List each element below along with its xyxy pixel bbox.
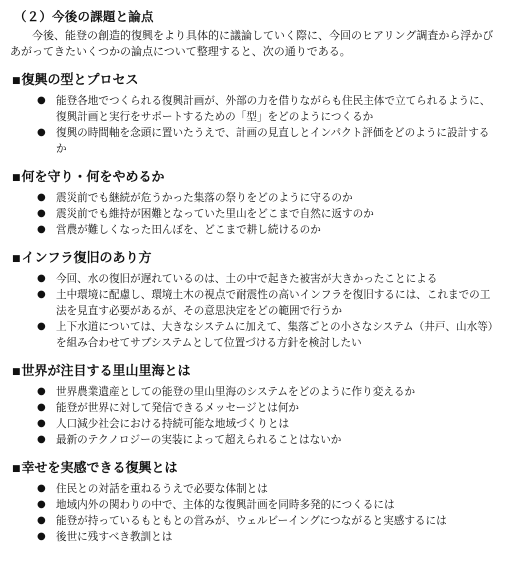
list-item-text: 震災前でも継続が危うかった集落の祭りをどのように守るのか (56, 192, 353, 204)
bullet-icon: ● (37, 208, 46, 219)
bullet-icon: ● (37, 418, 46, 429)
section-heading (12, 363, 500, 381)
bullet-icon: ● (37, 224, 46, 235)
section-heading (12, 72, 500, 90)
list-item (10, 222, 500, 238)
list-item-text: 土中環境に配慮し、環境土木の視点で耐震性の高いインフラを復旧するには、これまでの工法を見直す必要があるが、その意思決定をどの範囲で行うか (56, 289, 491, 317)
list-item-text: 世界農業遺産としての能登の里山里海のシステムをどのように作り変えるか (56, 386, 416, 398)
section (10, 169, 500, 238)
list-item-text: 能登が持っているもともとの営みが、ウェルビーイングにつながると実感するには (56, 515, 447, 527)
bullet-icon: ● (37, 273, 46, 284)
section (10, 460, 500, 545)
bullet-icon: ● (37, 434, 46, 445)
bullet-icon: ● (37, 321, 46, 332)
list-item-text: 最新のテクノロジーの実装によって超えられることはないか (56, 434, 342, 446)
list-item (10, 206, 500, 222)
bullet-icon: ● (37, 483, 46, 494)
section-marker-icon: ■ (12, 254, 21, 264)
bullet-icon: ● (37, 515, 46, 526)
bullet-list (10, 271, 500, 351)
list-item (10, 481, 500, 497)
list-item (10, 384, 500, 400)
list-item-text: 今回、水の復旧が遅れているのは、土の中で起きた被害が大きかったことによる (56, 273, 438, 285)
section-heading (12, 460, 500, 478)
bullet-icon: ● (37, 192, 46, 203)
bullet-list (10, 93, 500, 157)
section (10, 72, 500, 157)
section-marker-icon: ■ (12, 464, 21, 474)
list-item-text: 能登各地でつくられる復興計画が、外部の力を借りながらも住民主体で立てられるように、復興計画と実行をサポートするための「型」をどのようにつくるか (56, 95, 491, 123)
list-item-text: 後世に残すべき教訓とは (56, 531, 173, 543)
bullet-list (10, 384, 500, 448)
bullet-icon: ● (37, 402, 46, 413)
section (10, 250, 500, 351)
section-marker-icon: ■ (12, 76, 21, 86)
document-title: （２）今後の課題と論点 (14, 9, 154, 24)
list-item-text: 営農が難しくなった田んぼを、どこまで耕し続けるのか (56, 224, 321, 236)
sections-container (10, 72, 500, 545)
bullet-list (10, 190, 500, 238)
list-item (10, 529, 500, 545)
list-item (10, 271, 500, 287)
list-item (10, 190, 500, 206)
list-item (10, 319, 500, 351)
list-item-text: 震災前でも維持が困難となっていた里山をどこまで自然に返すのか (56, 208, 374, 220)
section-heading-text: インフラ復旧のあり方 (21, 251, 152, 266)
list-item (10, 497, 500, 513)
list-item (10, 93, 500, 125)
list-item-text: 上下水道については、大きなシステムに加えて、集落ごとの小さなシステム（井戸、山水等）を組み合わせてサブシステムとして位置づける方針を検討したい (56, 321, 494, 349)
section-heading-text: 世界が注目する里山里海とは (21, 364, 191, 379)
section-marker-icon: ■ (12, 173, 21, 183)
section-heading (12, 250, 500, 268)
list-item (10, 287, 500, 319)
list-item (10, 400, 500, 416)
bullet-icon: ● (37, 499, 46, 510)
list-item (10, 416, 500, 432)
bullet-icon: ● (37, 289, 46, 300)
bullet-icon: ● (37, 95, 46, 106)
intro-paragraph: 今後、能登の創造的復興をより具体的に議論していく際に、今回のヒアリング調査から浮かびあがってきたいくつかの論点について整理すると、次の通りである。 (10, 29, 494, 58)
section-marker-icon: ■ (12, 367, 21, 377)
list-item-text: 人口減少社会における持続可能な地域づくりとは (56, 418, 290, 430)
bullet-icon: ● (37, 531, 46, 542)
list-item (10, 513, 500, 529)
list-item (10, 125, 500, 157)
bullet-icon: ● (37, 127, 46, 138)
section-heading (12, 169, 500, 187)
bullet-list (10, 481, 500, 545)
bullet-icon: ● (37, 386, 46, 397)
section-heading-text: 復興の型とプロセス (21, 73, 139, 88)
list-item (10, 432, 500, 448)
list-item-text: 能登が世界に対して発信できるメッセージとは何か (56, 402, 300, 414)
list-item-text: 地域内外の関わりの中で、主体的な復興計画を同時多発的につくるには (56, 499, 395, 511)
list-item-text: 復興の時間軸を念頭に置いたうえで、計画の見直しとインパクト評価をどのように設計するか (56, 127, 490, 155)
section (10, 363, 500, 448)
section-heading-text: 何を守り・何をやめるか (21, 170, 165, 185)
list-item-text: 住民との対話を重ねるうえで必要な体制とは (56, 483, 268, 495)
section-heading-text: 幸せを実感できる復興とは (21, 461, 178, 476)
